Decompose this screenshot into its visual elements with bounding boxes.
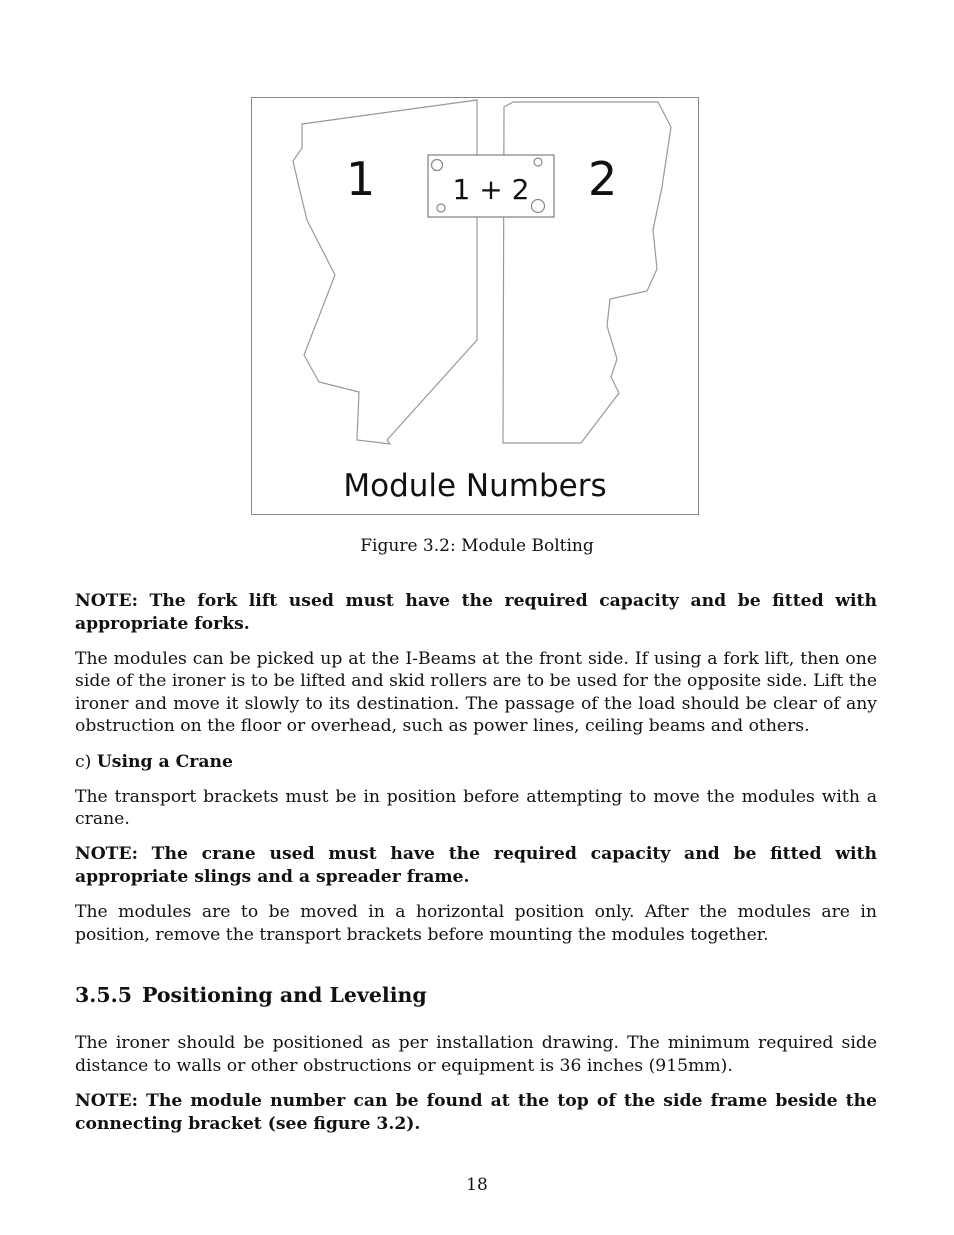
item-title: Using a Crane: [96, 751, 233, 772]
module-2-label: 2: [588, 152, 618, 206]
module-1-label: 1: [346, 152, 376, 206]
section-number: 3.5.5: [75, 983, 133, 1008]
connector-label: 1 + 2: [452, 173, 530, 206]
page-number: 18: [466, 1175, 488, 1195]
note-fork-lift: NOTE: The fork lift used must have the required capacity and be fitted with appropriate forks.: [75, 591, 877, 634]
paragraph-fork-lift: The modules can be picked up at the I-Beams at the front side. If using a fork lift, then one side of the ironer is to be lifted and skid rollers are to be used for the opposite side. Lift the ironer and move it slowly to its destination. The passage of the load should be clear of any obstruction on the floor or overhead, such as power lines, ceiling beams and others.: [75, 648, 877, 737]
section-title: Positioning and Leveling: [142, 983, 427, 1008]
figure-title: Module Numbers: [343, 468, 607, 504]
item-prefix: c): [75, 751, 92, 772]
module-bolting-figure: [251, 97, 699, 515]
note-module-number: NOTE: The module number can be found at the top of the side frame beside the connecting bracket (see figure 3.2).: [75, 1090, 877, 1134]
item-using-crane: [75, 751, 877, 774]
note-crane: NOTE: The crane used must have the required capacity and be fitted with appropriate slings and a spreader frame.: [75, 844, 877, 887]
paragraph-transport-brackets: The transport brackets must be in position before attempting to move the modules with a crane.: [75, 786, 877, 830]
paragraph-positioning: The ironer should be positioned as per installation drawing. The minimum required side distance to walls or other obstructions or equipment is 36 inches (915mm).: [75, 1033, 877, 1076]
body-text: [75, 590, 877, 1148]
paragraph-horizontal: The modules are to be moved in a horizontal position only. After the modules are in position, remove the transport brackets before mounting the modules together.: [75, 902, 877, 945]
figure-caption: Figure 3.2: Module Bolting: [360, 536, 594, 556]
section-heading: [75, 982, 877, 1008]
